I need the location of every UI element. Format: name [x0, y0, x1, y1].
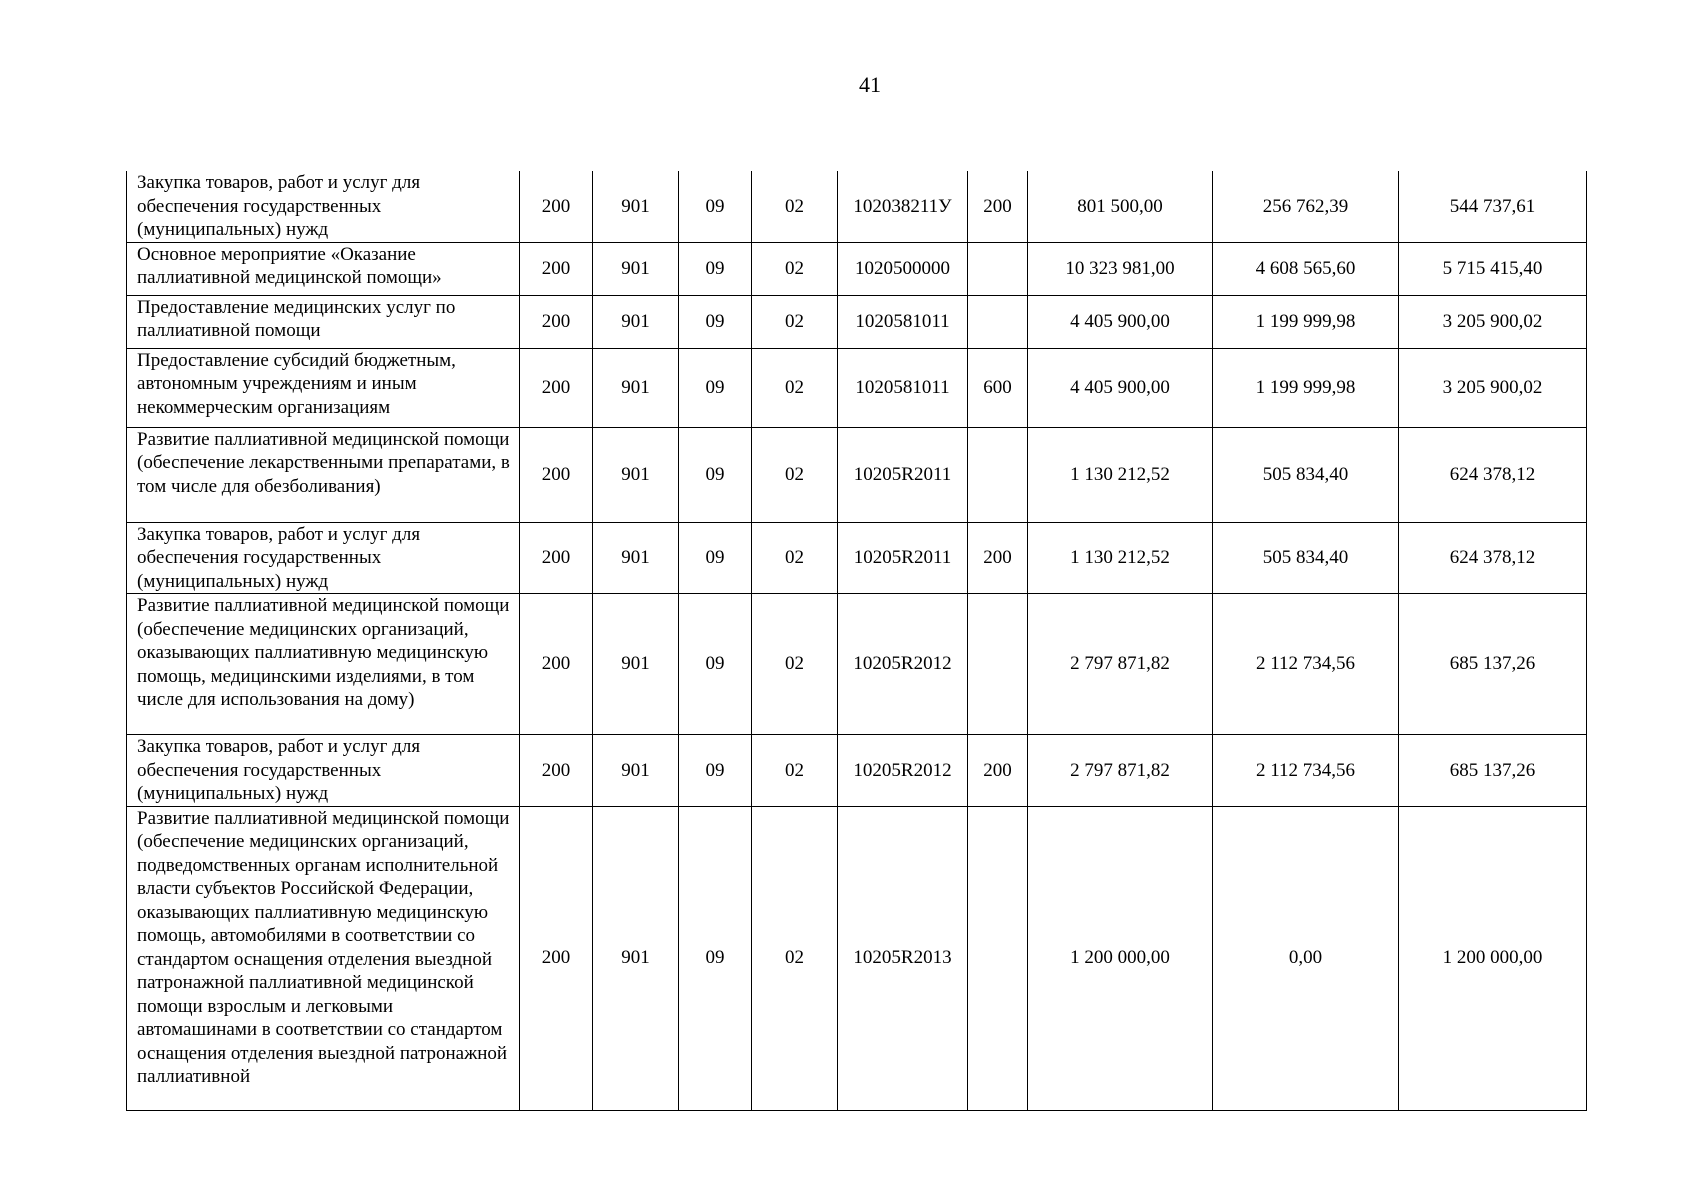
row-value1-cell: 2 797 871,82	[1028, 594, 1213, 735]
table-row	[127, 735, 1587, 807]
row-expense-type-cell	[968, 806, 1028, 1110]
row-target-code-cell: 1020500000	[838, 242, 968, 295]
row-c1-cell: 200	[520, 171, 593, 242]
row-c4-cell: 02	[752, 295, 838, 348]
row-expense-type-cell: 200	[968, 522, 1028, 594]
row-c2-cell: 901	[593, 806, 679, 1110]
row-value1-cell: 4 405 900,00	[1028, 348, 1213, 427]
row-name-cell: Развитие паллиативной медицинской помощи (обеспечение медицинских организаций, оказывающих паллиативную медицинскую помощь, медицинскими изделиями, в том числе для использования на дому)	[127, 594, 520, 735]
row-c4-cell: 02	[752, 806, 838, 1110]
row-c3-cell: 09	[679, 594, 752, 735]
table-row	[127, 427, 1587, 522]
row-c4-cell: 02	[752, 348, 838, 427]
row-value2-cell: 505 834,40	[1213, 522, 1399, 594]
table-row	[127, 348, 1587, 427]
row-c2-cell: 901	[593, 735, 679, 807]
row-c2-cell: 901	[593, 427, 679, 522]
row-value1-cell: 10 323 981,00	[1028, 242, 1213, 295]
row-c4-cell: 02	[752, 594, 838, 735]
row-value1-cell: 801 500,00	[1028, 171, 1213, 242]
row-c1-cell: 200	[520, 348, 593, 427]
row-value2-cell: 2 112 734,56	[1213, 594, 1399, 735]
row-c4-cell: 02	[752, 427, 838, 522]
row-value2-cell: 505 834,40	[1213, 427, 1399, 522]
row-value1-cell: 1 200 000,00	[1028, 806, 1213, 1110]
row-value1-cell: 2 797 871,82	[1028, 735, 1213, 807]
row-name-cell: Развитие паллиативной медицинской помощи (обеспечение медицинских организаций, подведомственных органам исполнительной власти субъектов Российской Федерации, оказывающих паллиативную медицинскую помощь, автомобилями в соответствии со стандартом оснащения отделения выездной патронажной паллиативной медицинской помощи взрослым и легковыми автомашинами в соответствии со стандартом оснащения отделения выездной патронажной паллиативной	[127, 806, 520, 1110]
row-value2-cell: 256 762,39	[1213, 171, 1399, 242]
row-c2-cell: 901	[593, 295, 679, 348]
row-c1-cell: 200	[520, 242, 593, 295]
row-c1-cell: 200	[520, 594, 593, 735]
table-row	[127, 806, 1587, 1110]
row-value2-cell: 4 608 565,60	[1213, 242, 1399, 295]
row-value3-cell: 685 137,26	[1399, 594, 1587, 735]
row-c1-cell: 200	[520, 522, 593, 594]
table-row	[127, 594, 1587, 735]
row-c4-cell: 02	[752, 242, 838, 295]
row-expense-type-cell: 200	[968, 735, 1028, 807]
row-c3-cell: 09	[679, 242, 752, 295]
row-target-code-cell: 102038211У	[838, 171, 968, 242]
row-c1-cell: 200	[520, 295, 593, 348]
row-name-cell: Основное мероприятие «Оказание паллиативной медицинской помощи»	[127, 242, 520, 295]
row-target-code-cell: 1020581011	[838, 295, 968, 348]
row-c3-cell: 09	[679, 522, 752, 594]
row-target-code-cell: 10205R2012	[838, 735, 968, 807]
row-value3-cell: 624 378,12	[1399, 522, 1587, 594]
row-name-cell: Закупка товаров, работ и услуг для обеспечения государственных (муниципальных) нужд	[127, 735, 520, 807]
row-value2-cell: 0,00	[1213, 806, 1399, 1110]
budget-table	[126, 171, 1587, 1111]
row-target-code-cell: 10205R2011	[838, 522, 968, 594]
row-value3-cell: 624 378,12	[1399, 427, 1587, 522]
row-target-code-cell: 10205R2013	[838, 806, 968, 1110]
row-c3-cell: 09	[679, 348, 752, 427]
row-c1-cell: 200	[520, 427, 593, 522]
row-expense-type-cell	[968, 594, 1028, 735]
row-c3-cell: 09	[679, 735, 752, 807]
row-name-cell: Предоставление медицинских услуг по паллиативной помощи	[127, 295, 520, 348]
row-value1-cell: 1 130 212,52	[1028, 427, 1213, 522]
row-value2-cell: 2 112 734,56	[1213, 735, 1399, 807]
row-target-code-cell: 10205R2011	[838, 427, 968, 522]
row-value1-cell: 1 130 212,52	[1028, 522, 1213, 594]
row-name-cell: Закупка товаров, работ и услуг для обеспечения государственных (муниципальных) нужд	[127, 522, 520, 594]
row-c3-cell: 09	[679, 295, 752, 348]
table-row	[127, 171, 1587, 242]
row-expense-type-cell	[968, 242, 1028, 295]
row-name-cell: Предоставление субсидий бюджетным, автономным учреждениям и иным некоммерческим организациям	[127, 348, 520, 427]
table-row	[127, 242, 1587, 295]
table-row	[127, 295, 1587, 348]
row-c2-cell: 901	[593, 348, 679, 427]
row-c2-cell: 901	[593, 594, 679, 735]
row-c4-cell: 02	[752, 171, 838, 242]
row-name-cell: Закупка товаров, работ и услуг для обеспечения государственных (муниципальных) нужд	[127, 171, 520, 242]
row-value3-cell: 1 200 000,00	[1399, 806, 1587, 1110]
row-c3-cell: 09	[679, 806, 752, 1110]
row-c2-cell: 901	[593, 522, 679, 594]
row-c1-cell: 200	[520, 735, 593, 807]
row-name-cell: Развитие паллиативной медицинской помощи (обеспечение лекарственными препаратами, в том числе для обезболивания)	[127, 427, 520, 522]
row-c1-cell: 200	[520, 806, 593, 1110]
row-c3-cell: 09	[679, 427, 752, 522]
row-value3-cell: 685 137,26	[1399, 735, 1587, 807]
row-value2-cell: 1 199 999,98	[1213, 348, 1399, 427]
row-value3-cell: 3 205 900,02	[1399, 295, 1587, 348]
budget-table-body	[127, 171, 1587, 1110]
row-target-code-cell: 10205R2012	[838, 594, 968, 735]
row-value1-cell: 4 405 900,00	[1028, 295, 1213, 348]
row-c3-cell: 09	[679, 171, 752, 242]
row-value3-cell: 544 737,61	[1399, 171, 1587, 242]
table-row	[127, 522, 1587, 594]
row-expense-type-cell: 600	[968, 348, 1028, 427]
row-c4-cell: 02	[752, 522, 838, 594]
row-value2-cell: 1 199 999,98	[1213, 295, 1399, 348]
row-expense-type-cell	[968, 295, 1028, 348]
row-c4-cell: 02	[752, 735, 838, 807]
page-number: 41	[859, 72, 881, 97]
row-target-code-cell: 1020581011	[838, 348, 968, 427]
row-value3-cell: 5 715 415,40	[1399, 242, 1587, 295]
row-c2-cell: 901	[593, 242, 679, 295]
row-value3-cell: 3 205 900,02	[1399, 348, 1587, 427]
row-expense-type-cell: 200	[968, 171, 1028, 242]
row-c2-cell: 901	[593, 171, 679, 242]
row-expense-type-cell	[968, 427, 1028, 522]
